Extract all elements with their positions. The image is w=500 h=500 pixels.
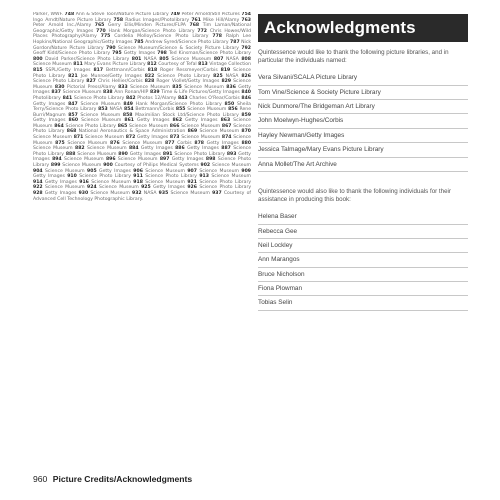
credit-source: Science Museum (91, 179, 131, 185)
credit-source: Roger Ressmeyer/Corbis (160, 67, 218, 73)
credit-page-number: 795 (112, 51, 122, 57)
credit-source: Science Photo Library (199, 179, 251, 185)
credit-source: Science Museum (62, 163, 102, 169)
credit-page-number: 896 (105, 157, 116, 163)
credit-source: Getty Images (123, 51, 156, 57)
credit-page-number: 748 (64, 12, 75, 17)
credit-page-number: 870 (241, 129, 251, 135)
credit-page-number: 932 (132, 191, 142, 196)
credit-page-number: 897 (159, 157, 170, 163)
credit-page-number: 805 (159, 56, 169, 62)
credit-source: Science Museum (181, 123, 221, 129)
credit-source: Hank Morgan/Science Photo Library (135, 101, 222, 107)
credit-page-number: 818 (147, 67, 158, 73)
credit-page-number: 858 (122, 112, 133, 118)
credit-page-number: 846 (241, 95, 251, 101)
credit-page-number: 902 (200, 163, 211, 169)
credit-source: Science Museum (187, 107, 227, 113)
credit-page-number: 868 (66, 129, 77, 135)
credit-source: Rene Burri/Magnum (33, 107, 251, 118)
credit-source: Maximilian Stock Ltd/Science Photo Library (135, 112, 239, 118)
credit-page-number: 861 (124, 118, 134, 124)
credit-page-number: 860 (68, 118, 79, 124)
credit-page-number: 787 (230, 39, 240, 45)
credit-source: Courtesy of Advanced Cell Technology (33, 191, 251, 202)
credit-page-number: 873 (169, 135, 180, 141)
credit-page-number: 874 (221, 135, 232, 141)
credit-source: Science Museum (44, 185, 85, 191)
credit-source: Science Photo Library (174, 151, 225, 157)
credit-page-number: 898 (205, 157, 216, 163)
credit-page-number: 841 (62, 95, 73, 101)
credit-source: Chris Hellier/Corbis (97, 79, 143, 85)
contact-name: John Moelwyn-Hughes/Corbis (258, 114, 468, 128)
credit-source: Science Photo Library (33, 146, 251, 157)
credit-page-number: 913 (199, 174, 209, 180)
credit-page-number: 856 (228, 107, 238, 113)
credit-page-number: 801 (131, 56, 142, 62)
credit-page-number: 842 (125, 95, 136, 101)
credit-source: Getty Images (129, 151, 162, 157)
credit-source: Bettmann/Corbis (135, 107, 175, 113)
credit-source: Science Museum (90, 191, 130, 196)
credit-page-number: 843 (177, 95, 188, 101)
credit-page-number: 888 (65, 151, 76, 157)
page-number: 960 (33, 474, 48, 484)
credit-page-number: 800 (33, 56, 43, 62)
credit-source: SSPL/Getty Images (45, 67, 91, 73)
credit-source: Getty Images (187, 146, 219, 152)
credit-source: Getty Images (33, 151, 251, 163)
credit-source: Science Museum (117, 157, 158, 163)
credit-source: Photolibrary (33, 95, 61, 101)
credit-source: Vintage Collection (209, 62, 251, 68)
credit-source: Nick Gordon/Nature Picture Library (33, 39, 251, 51)
contributor-name: Fiona Plowman (258, 282, 468, 296)
credit-page-number: 770 (96, 28, 106, 34)
credit-page-number: 904 (33, 168, 43, 174)
credit-page-number: 749 (170, 12, 180, 17)
credit-source: Tim Laman/National Geographic/Getty Images (33, 23, 251, 34)
credit-source: Hank Morgan/Science Photo Library (108, 28, 195, 34)
credit-source: Pictorial Press/Alamy (66, 84, 116, 90)
picture-credits-column (33, 12, 251, 460)
credit-page-number: 910 (67, 174, 77, 180)
credit-source: Mike Hill/Alamy (203, 17, 240, 23)
credit-page-number: 916 (79, 179, 89, 185)
credit-page-number: 882 (75, 146, 85, 152)
contributor-name: Helena Baser (258, 210, 468, 224)
credit-source: Science Museum (171, 56, 212, 62)
credit-page-number: 925 (141, 185, 151, 191)
credit-source: Science Photo Library (199, 185, 251, 191)
credit-source: Science Museum (62, 90, 102, 96)
credit-source: Getty Images (206, 140, 239, 146)
credit-page-number: 876 (110, 140, 120, 146)
credit-source: Ingo Arndt/Nature Picture Library (33, 17, 112, 23)
credit-text: Parker, WWF. (33, 12, 65, 17)
credit-source: Ralph Lee Hopkins/National Geographic/Getty Images (33, 34, 251, 45)
credit-source: Science Museum (33, 118, 251, 129)
credit-source: Science Museum (33, 135, 72, 141)
page-footer (33, 474, 192, 484)
acknowledgments-column (258, 14, 468, 454)
credit-source: Getty Images (44, 179, 77, 185)
credit-source: Peter Arnold/Still Pictures (181, 12, 240, 17)
credit-source: Science Museum (199, 168, 239, 174)
credit-source: Science Museum (77, 151, 117, 157)
credit-source: Getty Images (153, 185, 185, 191)
credit-page-number: 866 (169, 123, 180, 129)
credit-page-number: 855 (175, 107, 186, 113)
credit-page-number: 839 (149, 90, 160, 96)
credit-source: Getty Images (33, 101, 66, 107)
credit-source: Ann & Steve Toon/Nature Picture Library (75, 12, 169, 17)
contributor-name: Bruce Nicholson (258, 268, 468, 282)
credit-page-number: 808 (241, 56, 251, 62)
credit-source: Science Museum (211, 174, 251, 180)
credit-source: Getty Images (99, 168, 131, 174)
credit-source: Science Photo Library (157, 73, 211, 79)
acknowledgments-title (258, 14, 468, 42)
credit-page-number: 763 (241, 17, 251, 23)
credit-source: Science Museum (86, 146, 127, 152)
credit-source: Science Photo Library (33, 123, 251, 135)
credit-page-number: 887 (221, 146, 231, 152)
credit-source: Science Museum (80, 112, 121, 118)
credit-page-number: 775 (100, 34, 111, 40)
credit-source: Getty Images (140, 146, 173, 152)
credit-source: Time & Life Pictures/Getty Images (161, 90, 240, 96)
acknowledgments-intro-1: Quintessence would like to thank the following picture libraries, and in particular the individuals named: (258, 49, 449, 64)
credit-page-number: 859 (241, 112, 251, 118)
credit-page-number: 798 (157, 51, 167, 57)
credit-source: Getty Images (33, 174, 65, 180)
credit-source: Photos 12/Alamy (137, 95, 177, 101)
credit-page-number: 900 (103, 163, 113, 169)
credit-source: Andrew Syred/Science Photo Library (145, 39, 229, 45)
credit-page-number: 778 (212, 34, 222, 40)
credit-page-number: 863 (220, 118, 231, 124)
credit-page-number: 830 (54, 84, 65, 90)
credit-page-number: 828 (144, 79, 155, 85)
credit-page-number: 884 (128, 146, 139, 152)
credit-source: NASA (226, 56, 239, 62)
credit-source: Science Museum (184, 84, 224, 90)
credit-source: Science Photo Library (33, 157, 251, 169)
credit-page-number: 907 (187, 168, 197, 174)
credit-source: Gerry Ellis/Minden Pictures/FLPA (107, 23, 186, 29)
credit-source: NASA (143, 56, 157, 62)
credit-page-number: 772 (197, 28, 207, 34)
contact-name: Anna Mollet/The Art Archive (258, 158, 468, 172)
credit-source: Science Museum (85, 135, 124, 141)
credit-page-number: 857 (68, 112, 78, 118)
credit-source: Science Museum (145, 179, 185, 185)
credit-source: Geoff Kidd/Science Photo Library (33, 51, 111, 57)
credit-page-number: 935 (158, 191, 169, 196)
credit-source: Science Museum (33, 135, 251, 146)
credit-source: David Parker/Science Photo Library (45, 56, 130, 62)
credit-page-number: 754 (241, 12, 251, 17)
credit-page-number: 924 (87, 185, 97, 191)
credit-page-number: 890 (118, 151, 128, 157)
credit-page-number: 765 (94, 23, 105, 29)
credit-page-number: 921 (187, 179, 197, 185)
credit-page-number: 894 (52, 157, 62, 163)
credit-source: Science Museum (181, 135, 221, 141)
credit-page-number: 899 (50, 163, 61, 169)
credit-page-number: 833 (118, 84, 128, 90)
credit-source: Science Museum (99, 185, 139, 191)
credit-page-number: 785 (134, 39, 144, 45)
credit-page-number: 930 (78, 191, 89, 196)
credit-page-number: 905 (87, 168, 97, 174)
contributor-name: Rebecca Gee (258, 225, 468, 239)
credit-source: Science Photo Library (33, 67, 251, 79)
credit-page-number: 768 (189, 23, 200, 29)
credit-source: National Aeronautics & Space Administration (78, 129, 186, 135)
contact-name: Hayley Newman/Getty Images (258, 129, 468, 143)
credit-page-number: 850 (224, 101, 235, 107)
credit-source: Science Museum (44, 168, 85, 174)
credit-source: Science Museum (80, 101, 121, 107)
credit-source: Courtesy of Philips Medical Systems (114, 163, 199, 169)
credit-page-number: 836 (226, 84, 236, 90)
credit-source: Chris Howes/Wild Places Photography/Alamy (33, 28, 251, 40)
credit-page-number: 840 (241, 90, 251, 96)
credit-page-number: 906 (133, 168, 143, 174)
credit-page-number: 922 (33, 185, 43, 191)
credit-page-number: 880 (241, 140, 251, 146)
credit-source: Science Museum (81, 118, 122, 124)
credit-source: Science Museum (67, 140, 108, 146)
credit-source: Charles O'Rear/Corbis (189, 95, 240, 101)
credit-source: Science Photo Library (145, 174, 197, 180)
credit-source: Getty Images (137, 135, 169, 141)
credit-source: Science Museum (129, 123, 169, 129)
credit-page-number: 811 (73, 62, 83, 68)
credit-page-number: 761 (191, 17, 201, 23)
credit-page-number: 878 (194, 140, 204, 146)
credit-source: Science Museum/Science & Society Picture Library (118, 45, 239, 51)
credit-source: Peter Arnold Inc./Alamy (33, 23, 92, 29)
credit-page-number: 891 (162, 151, 173, 157)
credit-source: Corbis (177, 140, 192, 146)
credit-source: Ted Kinsman/Science Photo Library (168, 51, 251, 57)
credit-source: Getty Images (33, 84, 251, 96)
credit-page-number: 877 (164, 140, 175, 146)
credit-source: Science Museum (199, 129, 240, 135)
credit-source: Science Museum (211, 163, 251, 169)
credit-page-number: 854 (124, 107, 134, 113)
credit-source: Mary Evans Picture Library (84, 62, 146, 68)
credit-page-number: 813 (198, 62, 208, 68)
credit-source: Joe Munroe/Getty Images (80, 73, 142, 79)
credit-page-number: 835 (172, 84, 182, 90)
credit-page-number: 918 (133, 179, 143, 185)
contributor-name: Neil Lockley (258, 239, 468, 253)
credit-source: Ann Ronan/HIP (114, 90, 149, 96)
credit-page-number: 853 (98, 107, 108, 113)
credit-page-number: 928 (33, 191, 43, 196)
credit-page-number: 911 (133, 174, 143, 180)
credit-page-number: 812 (147, 62, 157, 68)
credit-source: Science Photo Library (79, 174, 131, 180)
credit-source: Radius Images/Photolibrary (125, 17, 190, 23)
credit-page-number: 847 (68, 101, 78, 107)
credit-page-number: 829 (221, 79, 232, 85)
credit-source: Cordelia Molloy/Science Photo Library (114, 34, 209, 40)
credit-page-number: 792 (241, 45, 251, 51)
credit-page-number: 826 (241, 73, 251, 79)
credit-source: Getty Images (136, 118, 170, 124)
credit-page-number: 790 (106, 45, 116, 51)
credit-page-number: 807 (213, 56, 224, 62)
credit-source: Science Museum (33, 146, 73, 152)
credit-page-number: 837 (51, 90, 61, 96)
credit-page-number: 862 (172, 118, 183, 124)
credit-source: Bettmann/Corbis (105, 67, 145, 73)
contact-name: Nick Dunmore/The Bridgeman Art Library (258, 100, 468, 114)
credit-source: Courtesy of Tefal (158, 62, 197, 68)
credit-source: Science Museum (130, 84, 170, 90)
credit-page-number: 815 (33, 67, 43, 73)
credit-source: Getty Images (44, 191, 77, 196)
contributor-name: Ann Marangos (258, 253, 468, 267)
credit-page-number: 758 (113, 17, 124, 23)
credit-source: Science Photo Library (33, 79, 85, 85)
credit-source: Science Museum (33, 62, 72, 68)
credit-page-number: 822 (144, 73, 155, 79)
credit-page-number: 838 (103, 90, 113, 96)
credit-page-number: 827 (86, 79, 96, 85)
credit-page-number: 886 (175, 146, 185, 152)
contact-name: Vera Silvani/SCALA Picture Library (258, 71, 468, 85)
credit-page-number: 893 (226, 151, 237, 157)
credit-source: NASA (109, 107, 123, 113)
credit-source: NASA (143, 191, 157, 196)
credit-source: Science Museum (122, 140, 163, 146)
contact-name: Jessica Talmage/Mary Evans Picture Library (258, 143, 468, 157)
credit-source: Getty Images (33, 118, 66, 124)
credit-source: Science Museum (170, 191, 210, 196)
credit-page-number: 869 (187, 129, 198, 135)
acknowledgments-intro-2: Quintessence would also like to thank the following individuals for their assistance in producing this book: (258, 187, 451, 203)
credit-page-number: 867 (221, 123, 232, 129)
credit-page-number: 909 (241, 168, 251, 174)
credit-page-number: 821 (68, 73, 78, 79)
picture-library-contacts (258, 71, 468, 172)
credit-page-number: 825 (213, 73, 223, 79)
credit-page-number: 926 (187, 185, 197, 191)
credit-page-number: 937 (212, 191, 222, 196)
credit-source: Science Museum (64, 157, 104, 163)
credit-page-number: 872 (125, 135, 136, 141)
individual-contributors (258, 210, 468, 311)
credit-source: Roger Viollet/Getty Images (156, 79, 220, 85)
credit-page-number: 849 (123, 101, 133, 107)
credit-source: Getty Images (185, 118, 218, 124)
credit-source: Sheila Terry/Science Photo Library (33, 101, 251, 113)
credit-page-number: 875 (55, 140, 65, 146)
contact-name: Tom Vine/Science & Society Picture Library (258, 86, 468, 100)
credit-page-number: 864 (54, 123, 64, 129)
footer-title: Picture Credits/Acknowledgments (52, 474, 193, 484)
credit-source: Science Museum (33, 79, 251, 90)
credit-source: Science Photo Library (73, 95, 125, 101)
credit-tail: Photographic Library. (94, 196, 144, 202)
credit-page-number: 865 (117, 123, 128, 129)
credit-page-number: 914 (33, 179, 43, 185)
credit-page-number: 819 (220, 67, 231, 73)
credit-page-number: 817 (93, 67, 104, 73)
credit-source: Science Museum (145, 168, 185, 174)
credit-source: Getty Images (171, 157, 204, 163)
credit-page-number: 871 (73, 135, 84, 141)
contributor-name: Tobias Selin (258, 296, 468, 310)
credit-source: Science Photo Library (65, 123, 116, 129)
acknowledgments-title-text: Acknowledgments (264, 18, 416, 37)
credit-source: NASA (225, 73, 239, 79)
